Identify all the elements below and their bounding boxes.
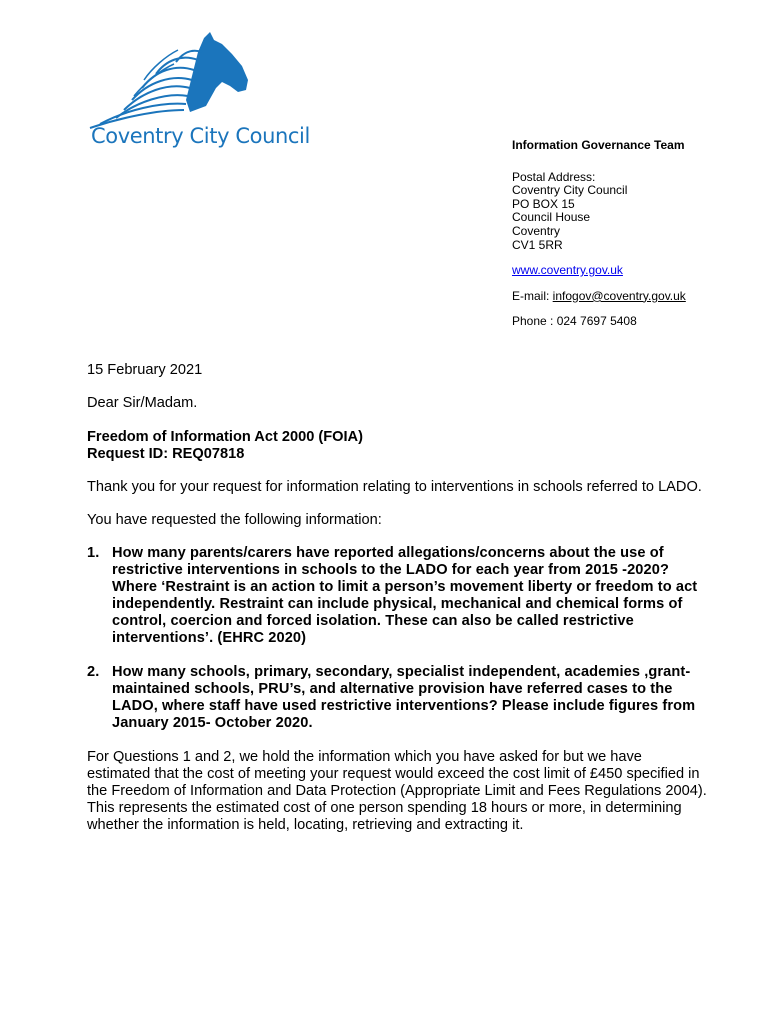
salutation: Dear Sir/Madam. <box>87 395 198 411</box>
subject-heading <box>87 429 707 463</box>
email-label: E-mail: <box>512 288 553 303</box>
question-text: How many schools, primary, secondary, specialist independent, academies ,grant-maintained schools, PRU’s, and alternative provision have referred cases to the LADO, where staff have used restrictive interventions? Please include figures from January 2015- October 2020. <box>112 664 696 731</box>
subject-line: Freedom of Information Act 2000 (FOIA) <box>87 429 363 445</box>
postal-line: Postal Address: <box>512 169 596 184</box>
request-id: Request ID: REQ07818 <box>87 446 245 462</box>
list-item <box>87 664 707 732</box>
logo-wordmark: Coventry City Council <box>91 124 310 148</box>
postal-line: Coventry City Council <box>512 183 628 198</box>
postal-line: PO BOX 15 <box>512 196 575 211</box>
phone-line: Phone : 024 7697 5408 <box>512 314 637 329</box>
list-item <box>87 545 707 647</box>
question-number: 1. <box>87 545 100 561</box>
team-name: Information Governance Team <box>512 138 685 152</box>
email-line <box>512 290 686 304</box>
requested-paragraph: You have requested the following information: <box>87 512 382 528</box>
horse-head-logo-icon <box>86 30 306 130</box>
question-number: 2. <box>87 664 100 680</box>
email-link[interactable]: infogov@coventry.gov.uk <box>552 288 686 303</box>
intro-paragraph: Thank you for your request for information relating to interventions in schools referred to LADO. <box>87 479 702 495</box>
letter-date: 15 February 2021 <box>87 362 203 378</box>
contact-block <box>512 139 686 329</box>
website-link[interactable]: www.coventry.gov.uk <box>512 263 623 278</box>
postal-line: CV1 5RR <box>512 237 563 252</box>
letter-body <box>87 362 707 850</box>
council-logo <box>86 30 310 155</box>
response-paragraph: For Questions 1 and 2, we hold the information which you have asked for but we have estimated that the cost of meeting your request would exceed the cost limit of £450 specified in the Freedom of Information and Data Protection (Appropriate Limit and Fees Regulations 2004). This represents the estimated cost of one person spending 18 hours or more, in determining whether the information is held, locating, retrieving and extracting it. <box>87 749 707 833</box>
postal-line: Council House <box>512 210 591 225</box>
question-text: How many parents/carers have reported allegations/concerns about the use of restrictive interventions in schools to the LADO for each year from 2015 -2020? Where ‘Restraint is an action to limit a person’s movement liberty or freedom to act independently. Restraint can include physical, mechanical and chemical forms of control, coercion and forced isolation. These can also be called restrictive interventions’. (EHRC 2020) <box>112 545 698 646</box>
question-list <box>87 545 707 732</box>
postal-line: Coventry <box>512 223 561 238</box>
